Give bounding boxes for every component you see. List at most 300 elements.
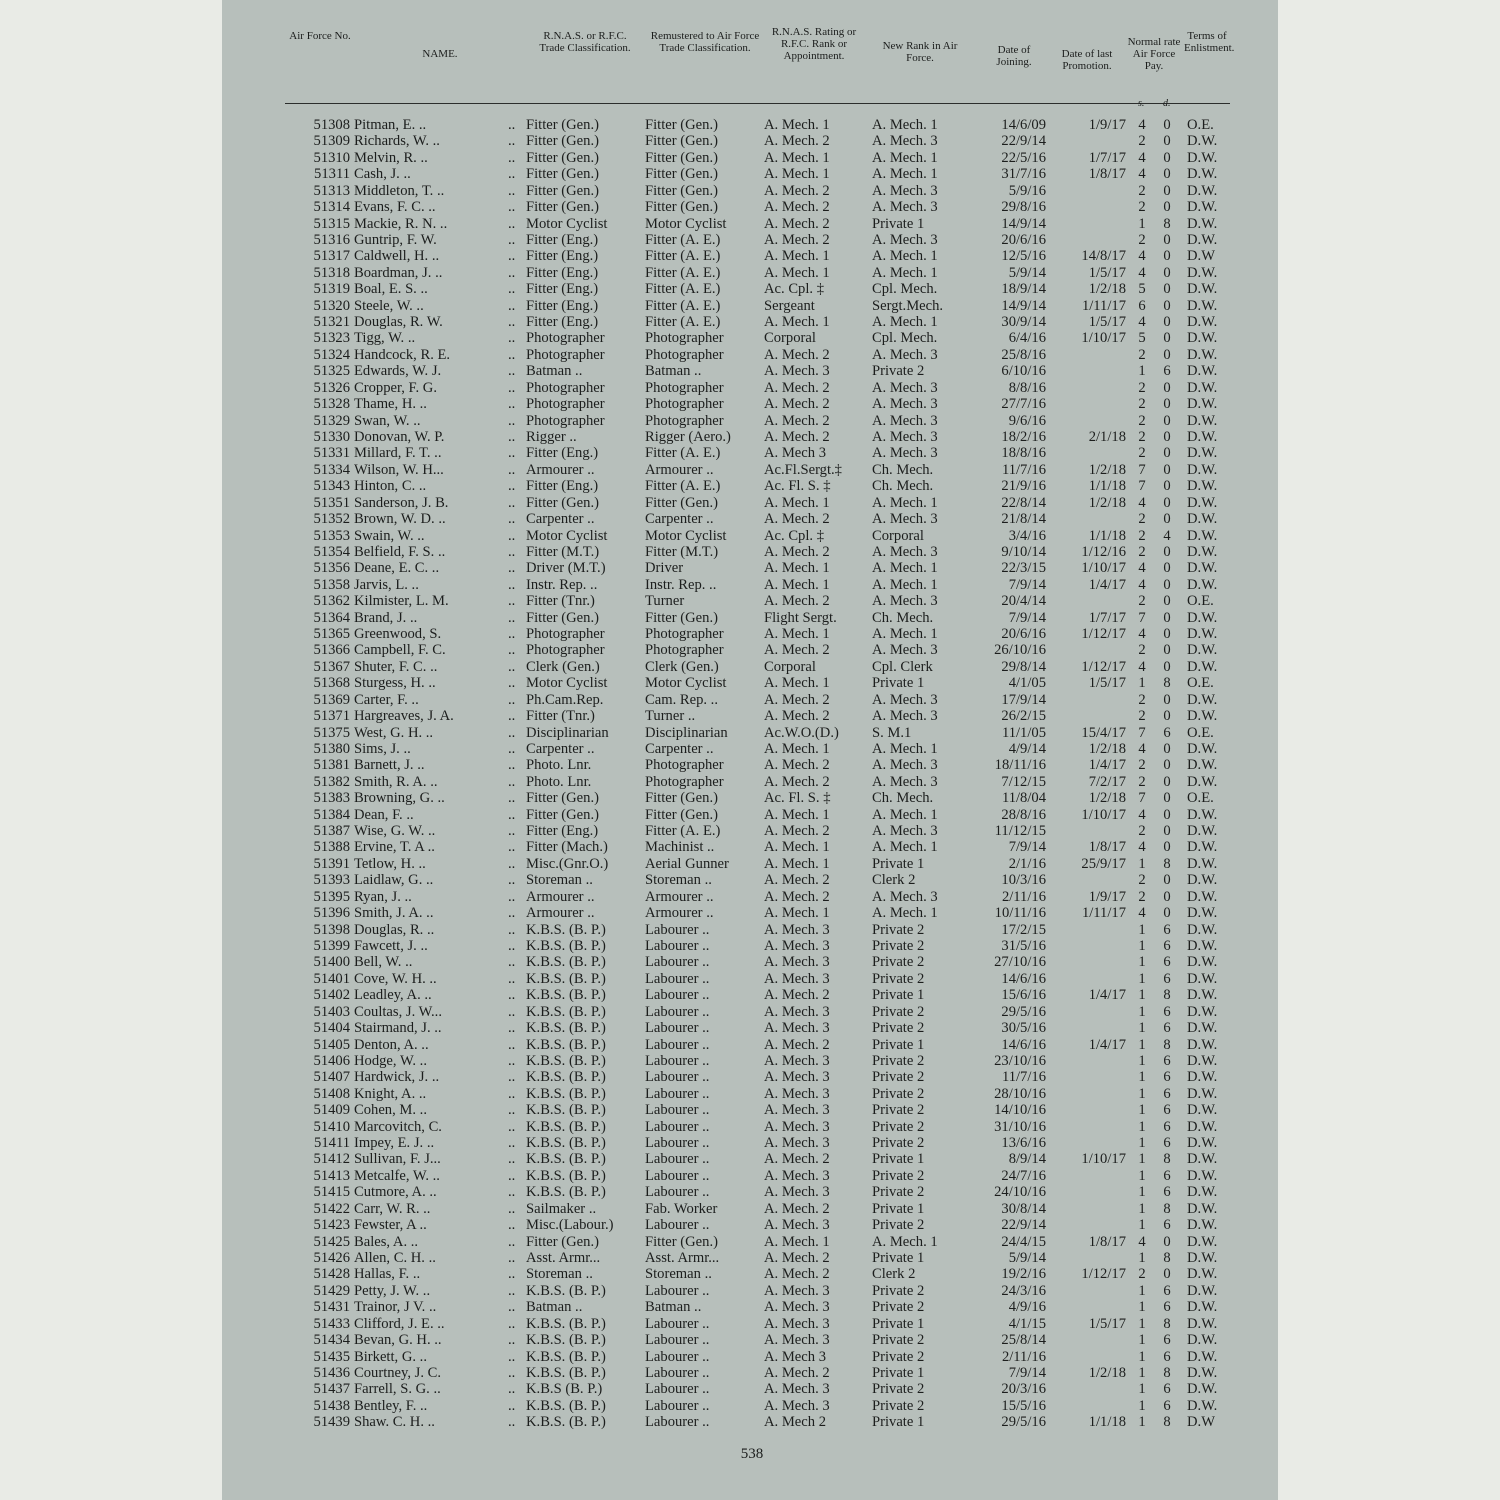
table-row — [0, 725, 1500, 741]
name: Birkett, G. .. — [354, 1348, 427, 1365]
trade-classification: Motor Cyclist — [526, 215, 608, 232]
trade-classification: Instr. Rep. .. — [526, 576, 598, 593]
pay-pence: 0 — [1163, 281, 1171, 298]
date-of-joining: 7/9/14 — [1008, 609, 1046, 626]
pay-shillings: 2 — [1138, 823, 1146, 840]
pay-shillings: 4 — [1138, 658, 1146, 675]
air-force-no: 51353 — [313, 527, 350, 544]
table-row — [0, 1381, 1500, 1397]
new-rank: A. Mech. 1 — [872, 166, 938, 183]
name: Denton, A. .. — [354, 1036, 429, 1053]
remustered-trade: Labourer .. — [645, 987, 710, 1004]
terms-of-enlistment: D.W. — [1187, 1315, 1218, 1332]
remustered-trade: Labourer .. — [645, 1348, 710, 1365]
new-rank: A. Mech. 3 — [872, 346, 938, 363]
table-row — [0, 1365, 1500, 1381]
air-force-no: 51412 — [313, 1151, 350, 1168]
table-row — [0, 675, 1500, 691]
date-of-joining: 29/8/16 — [1001, 199, 1046, 216]
pay-pence: 0 — [1163, 609, 1171, 626]
leader-dots: .. — [508, 1414, 516, 1431]
name: Carter, F. .. — [354, 691, 419, 708]
leader-dots: .. — [508, 675, 516, 692]
rating: A. Mech. 1 — [764, 576, 830, 593]
pay-shillings: 1 — [1138, 954, 1146, 971]
pay-shillings: 2 — [1138, 593, 1146, 610]
date-of-joining: 10/3/16 — [1001, 872, 1046, 889]
air-force-no: 51365 — [313, 626, 350, 643]
remustered-trade: Batman .. — [645, 1299, 702, 1316]
terms-of-enlistment: O.E. — [1187, 790, 1214, 807]
rating: Sergeant — [764, 297, 815, 314]
table-row — [0, 626, 1500, 642]
pay-shillings: 2 — [1138, 133, 1146, 150]
terms-of-enlistment: D.W. — [1187, 905, 1218, 922]
pay-shillings: 4 — [1138, 314, 1146, 331]
leader-dots: .. — [508, 1085, 516, 1102]
terms-of-enlistment: D.W. — [1187, 1020, 1218, 1037]
pay-shillings: 4 — [1138, 1233, 1146, 1250]
new-rank: Private 1 — [872, 675, 925, 692]
name: Hargreaves, J. A. — [354, 708, 454, 725]
terms-of-enlistment: D.W. — [1187, 166, 1218, 183]
remustered-trade: Carpenter .. — [645, 511, 714, 528]
air-force-no: 51410 — [313, 1118, 350, 1135]
date-of-last-promotion: 1/2/18 — [1088, 494, 1126, 511]
air-force-no: 51393 — [313, 872, 350, 889]
pay-shillings: 1 — [1138, 1397, 1146, 1414]
remustered-trade: Fitter (Gen.) — [645, 133, 718, 150]
new-rank: Private 2 — [872, 1184, 925, 1201]
new-rank: Private 2 — [872, 1069, 925, 1086]
pay-pence: 6 — [1163, 1118, 1171, 1135]
new-rank: A. Mech. 1 — [872, 117, 938, 133]
pay-shillings: 2 — [1138, 231, 1146, 248]
rating: Corporal — [764, 658, 816, 675]
table-row — [0, 872, 1500, 888]
trade-classification: Fitter (Gen.) — [526, 199, 599, 216]
air-force-no: 51381 — [313, 757, 350, 774]
new-rank: A. Mech. 3 — [872, 773, 938, 790]
pay-pence: 0 — [1163, 872, 1171, 889]
air-force-no: 51326 — [313, 379, 350, 396]
date-of-last-promotion: 1/2/18 — [1088, 790, 1126, 807]
terms-of-enlistment: D.W. — [1187, 527, 1218, 544]
new-rank: A. Mech. 1 — [872, 314, 938, 331]
date-of-joining: 8/9/14 — [1008, 1151, 1046, 1168]
pay-pence: 6 — [1163, 954, 1171, 971]
remustered-trade: Labourer .. — [645, 1332, 710, 1349]
name: Bentley, F. .. — [354, 1397, 428, 1414]
new-rank: A. Mech. 3 — [872, 543, 938, 560]
remustered-trade: Labourer .. — [645, 1003, 710, 1020]
terms-of-enlistment: D.W — [1187, 248, 1215, 265]
pay-shillings: 2 — [1138, 445, 1146, 462]
leader-dots: .. — [508, 970, 516, 987]
table-row — [0, 528, 1500, 544]
trade-classification: Photo. Lnr. — [526, 773, 592, 790]
pay-pence: 8 — [1163, 1414, 1171, 1431]
remustered-trade: Storeman .. — [645, 1266, 712, 1283]
trade-classification: Armourer .. — [526, 461, 595, 478]
header-air-force-no: Air Force No. — [289, 30, 351, 42]
air-force-no: 51401 — [313, 970, 350, 987]
trade-classification: Photographer — [526, 412, 605, 429]
leader-dots: .. — [508, 1003, 516, 1020]
new-rank: Private 2 — [872, 1167, 925, 1184]
date-of-last-promotion: 1/2/18 — [1088, 740, 1126, 757]
new-rank: A. Mech. 3 — [872, 182, 938, 199]
leader-dots: .. — [508, 1020, 516, 1037]
trade-classification: Clerk (Gen.) — [526, 658, 600, 675]
trade-classification: Batman .. — [526, 363, 583, 380]
air-force-no: 51316 — [313, 231, 350, 248]
remustered-trade: Labourer .. — [645, 1020, 710, 1037]
air-force-no: 51368 — [313, 675, 350, 692]
leader-dots: .. — [508, 461, 516, 478]
name: Douglas, R. .. — [354, 921, 435, 938]
table-row — [0, 478, 1500, 494]
date-of-joining: 18/11/16 — [994, 757, 1046, 774]
rating: A. Mech. 1 — [764, 166, 830, 183]
name: Ryan, J. .. — [354, 888, 412, 905]
trade-classification: Fitter (Gen.) — [526, 166, 599, 183]
leader-dots: .. — [508, 1118, 516, 1135]
trade-classification: Fitter (Eng.) — [526, 478, 599, 495]
pay-shillings: 7 — [1138, 609, 1146, 626]
trade-classification: Misc.(Gnr.O.) — [526, 855, 609, 872]
leader-dots: .. — [508, 396, 516, 413]
pay-pence: 0 — [1163, 1266, 1171, 1283]
air-force-no: 51321 — [313, 314, 350, 331]
name: Barnett, J. .. — [354, 757, 425, 774]
trade-classification: K.B.S. (B. P.) — [526, 1332, 606, 1349]
pay-pence: 0 — [1163, 642, 1171, 659]
table-row — [0, 445, 1500, 461]
terms-of-enlistment: D.W. — [1187, 511, 1218, 528]
new-rank: Private 2 — [872, 1118, 925, 1135]
trade-classification: Fitter (Eng.) — [526, 823, 599, 840]
remustered-trade: Motor Cyclist — [645, 215, 727, 232]
remustered-trade: Fab. Worker — [645, 1200, 718, 1217]
rating: A. Mech. 3 — [764, 954, 830, 971]
rating: A. Mech. 1 — [764, 117, 830, 133]
air-force-no: 51331 — [313, 445, 350, 462]
name: Boal, E. S. .. — [354, 281, 428, 298]
new-rank: Private 2 — [872, 1299, 925, 1316]
table-row — [0, 1414, 1500, 1430]
date-of-joining: 6/10/16 — [1001, 363, 1046, 380]
rating: Corporal — [764, 330, 816, 347]
date-of-joining: 15/5/16 — [1001, 1397, 1046, 1414]
leader-dots: .. — [508, 642, 516, 659]
leader-dots: .. — [508, 264, 516, 281]
leader-dots: .. — [508, 149, 516, 166]
pay-shillings: 4 — [1138, 117, 1146, 133]
trade-classification: K.B.S. (B. P.) — [526, 1282, 606, 1299]
terms-of-enlistment: D.W. — [1187, 149, 1218, 166]
leader-dots: .. — [508, 494, 516, 511]
trade-classification: K.B.S. (B. P.) — [526, 1397, 606, 1414]
date-of-joining: 2/11/16 — [1001, 888, 1046, 905]
remustered-trade: Turner .. — [645, 708, 696, 725]
remustered-trade: Photographer — [645, 346, 724, 363]
new-rank: Private 2 — [872, 1085, 925, 1102]
new-rank: Private 1 — [872, 1315, 925, 1332]
remustered-trade: Labourer .. — [645, 1118, 710, 1135]
leader-dots: .. — [508, 346, 516, 363]
new-rank: A. Mech. 1 — [872, 494, 938, 511]
leader-dots: .. — [508, 954, 516, 971]
leader-dots: .. — [508, 363, 516, 380]
name: Mackie, R. N. .. — [354, 215, 448, 232]
rating: A. Mech. 2 — [764, 987, 830, 1004]
rating: A. Mech. 3 — [764, 1020, 830, 1037]
trade-classification: K.B.S. (B. P.) — [526, 1315, 606, 1332]
date-of-joining: 4/1/15 — [1008, 1315, 1046, 1332]
name: Melvin, R. .. — [354, 149, 428, 166]
pay-shillings: 1 — [1138, 1135, 1146, 1152]
date-of-joining: 20/3/16 — [1001, 1381, 1046, 1398]
trade-classification: K.B.S. (B. P.) — [526, 921, 606, 938]
leader-dots: .. — [508, 543, 516, 560]
air-force-no: 51388 — [313, 839, 350, 856]
trade-classification: Fitter (Eng.) — [526, 314, 599, 331]
remustered-trade: Fitter (Gen.) — [645, 199, 718, 216]
date-of-joining: 13/6/16 — [1001, 1135, 1046, 1152]
terms-of-enlistment: D.W. — [1187, 888, 1218, 905]
remustered-trade: Rigger (Aero.) — [645, 428, 731, 445]
pay-shillings: 1 — [1138, 921, 1146, 938]
table-row — [0, 1004, 1500, 1020]
rating: A. Mech 3 — [764, 1348, 827, 1365]
pay-shillings: 1 — [1138, 1299, 1146, 1316]
date-of-joining: 4/1/05 — [1008, 675, 1046, 692]
rating: A. Mech. 2 — [764, 872, 830, 889]
table-row — [0, 380, 1500, 396]
table-row — [0, 823, 1500, 839]
pay-pence: 6 — [1163, 1299, 1171, 1316]
pay-shillings: 2 — [1138, 396, 1146, 413]
pay-pence: 6 — [1163, 1085, 1171, 1102]
rating: A. Mech. 3 — [764, 1217, 830, 1234]
table-row — [0, 1069, 1500, 1085]
date-of-joining: 29/5/16 — [1001, 1414, 1046, 1431]
leader-dots: .. — [508, 412, 516, 429]
remustered-trade: Labourer .. — [645, 921, 710, 938]
leader-dots: .. — [508, 855, 516, 872]
remustered-trade: Fitter (Gen.) — [645, 166, 718, 183]
pay-shillings: 1 — [1138, 1069, 1146, 1086]
air-force-no: 51408 — [313, 1085, 350, 1102]
new-rank: Ch. Mech. — [872, 461, 934, 478]
pay-pence: 0 — [1163, 626, 1171, 643]
date-of-joining: 14/9/14 — [1001, 215, 1046, 232]
air-force-no: 51404 — [313, 1020, 350, 1037]
table-row — [0, 1234, 1500, 1250]
terms-of-enlistment: D.W. — [1187, 691, 1218, 708]
leader-dots: .. — [508, 1217, 516, 1234]
terms-of-enlistment: D.W. — [1187, 839, 1218, 856]
rating: A. Mech. 2 — [764, 428, 830, 445]
rating: A. Mech. 2 — [764, 199, 830, 216]
pay-pence: 0 — [1163, 905, 1171, 922]
rating: A. Mech 2 — [764, 1414, 827, 1431]
pay-pence: 6 — [1163, 1135, 1171, 1152]
terms-of-enlistment: D.W. — [1187, 773, 1218, 790]
leader-dots: .. — [508, 921, 516, 938]
header-rating: R.N.A.S. Rating or R.F.C. Rank or Appointment. — [771, 26, 857, 62]
air-force-no: 51325 — [313, 363, 350, 380]
date-of-joining: 31/5/16 — [1001, 938, 1046, 954]
leader-dots: .. — [508, 560, 516, 577]
terms-of-enlistment: D.W. — [1187, 478, 1218, 495]
name: Trainor, J V. .. — [354, 1299, 437, 1316]
remustered-trade: Storeman .. — [645, 872, 712, 889]
name: Sanderson, J. B. — [354, 494, 449, 511]
rating: A. Mech. 3 — [764, 938, 830, 954]
date-of-last-promotion: 1/2/18 — [1088, 461, 1126, 478]
name: Wise, G. W. .. — [354, 823, 436, 840]
leader-dots: .. — [508, 1364, 516, 1381]
remustered-trade: Photographer — [645, 626, 724, 643]
leader-dots: .. — [508, 428, 516, 445]
remustered-trade: Aerial Gunner — [645, 855, 729, 872]
table-row — [0, 889, 1500, 905]
air-force-no: 51411 — [314, 1135, 350, 1152]
new-rank: A. Mech. 3 — [872, 511, 938, 528]
date-of-joining: 24/3/16 — [1001, 1282, 1046, 1299]
new-rank: A. Mech. 1 — [872, 248, 938, 265]
pay-shillings: 1 — [1138, 1184, 1146, 1201]
pay-shillings: 4 — [1138, 806, 1146, 823]
date-of-last-promotion: 1/10/17 — [1081, 806, 1126, 823]
air-force-no: 51343 — [313, 478, 350, 495]
name: Sullivan, F. J... — [354, 1151, 441, 1168]
name: Dean, F. .. — [354, 806, 414, 823]
new-rank: A. Mech. 1 — [872, 626, 938, 643]
rating: A. Mech 3 — [764, 445, 827, 462]
new-rank: Ch. Mech. — [872, 478, 934, 495]
date-of-joining: 9/6/16 — [1008, 412, 1046, 429]
new-rank: Private 2 — [872, 1282, 925, 1299]
remustered-trade: Disciplinarian — [645, 724, 728, 741]
date-of-joining: 26/2/15 — [1001, 708, 1046, 725]
leader-dots: .. — [508, 1266, 516, 1283]
date-of-last-promotion: 1/5/17 — [1088, 675, 1126, 692]
pay-pence: 0 — [1163, 330, 1171, 347]
pay-pence: 6 — [1163, 1348, 1171, 1365]
date-of-joining: 14/6/16 — [1001, 970, 1046, 987]
pay-pence: 6 — [1163, 1397, 1171, 1414]
trade-classification: Fitter (Gen.) — [526, 790, 599, 807]
air-force-no: 51356 — [313, 560, 350, 577]
table-row — [0, 790, 1500, 806]
terms-of-enlistment: D.W. — [1187, 872, 1218, 889]
pay-pence: 0 — [1163, 576, 1171, 593]
pay-pence: 8 — [1163, 1036, 1171, 1053]
rating: A. Mech. 2 — [764, 1266, 830, 1283]
leader-dots: .. — [508, 1348, 516, 1365]
rating: A. Mech. 2 — [764, 412, 830, 429]
new-rank: Corporal — [872, 527, 924, 544]
remustered-trade: Photographer — [645, 396, 724, 413]
terms-of-enlistment: D.W. — [1187, 987, 1218, 1004]
pay-shillings: 4 — [1138, 740, 1146, 757]
date-of-joining: 14/9/14 — [1001, 297, 1046, 314]
leader-dots: .. — [508, 1299, 516, 1316]
remustered-trade: Turner — [645, 593, 685, 610]
air-force-no: 51364 — [313, 609, 350, 626]
air-force-no: 51352 — [313, 511, 350, 528]
pay-pence: 8 — [1163, 215, 1171, 232]
pay-shillings: 4 — [1138, 166, 1146, 183]
pay-unit-shillings: s. — [1138, 98, 1145, 109]
table-row — [0, 1217, 1500, 1233]
new-rank: A. Mech. 1 — [872, 905, 938, 922]
air-force-no: 51405 — [313, 1036, 350, 1053]
leader-dots: .. — [508, 330, 516, 347]
rating: A. Mech. 2 — [764, 182, 830, 199]
remustered-trade: Clerk (Gen.) — [645, 658, 719, 675]
date-of-last-promotion: 1/10/17 — [1081, 560, 1126, 577]
table-row — [0, 183, 1500, 199]
date-of-joining: 20/6/16 — [1001, 626, 1046, 643]
date-of-last-promotion: 1/12/17 — [1081, 658, 1126, 675]
air-force-no: 51396 — [313, 905, 350, 922]
date-of-joining: 28/8/16 — [1001, 806, 1046, 823]
pay-pence: 0 — [1163, 461, 1171, 478]
leader-dots: .. — [508, 740, 516, 757]
new-rank: A. Mech. 3 — [872, 199, 938, 216]
pay-pence: 8 — [1163, 675, 1171, 692]
date-of-last-promotion: 1/4/17 — [1088, 757, 1126, 774]
rating: A. Mech. 2 — [764, 379, 830, 396]
pay-pence: 0 — [1163, 1233, 1171, 1250]
date-of-last-promotion: 1/8/17 — [1088, 1233, 1126, 1250]
table-row — [0, 708, 1500, 724]
table-row — [0, 1201, 1500, 1217]
pay-shillings: 1 — [1138, 1118, 1146, 1135]
leader-dots: .. — [508, 1102, 516, 1119]
date-of-joining: 11/7/16 — [1001, 1069, 1046, 1086]
pay-shillings: 2 — [1138, 888, 1146, 905]
rating: A. Mech. 2 — [764, 888, 830, 905]
air-force-no: 51328 — [313, 396, 350, 413]
terms-of-enlistment: D.W — [1187, 1414, 1215, 1431]
table-row — [0, 1349, 1500, 1365]
remustered-trade: Photographer — [645, 330, 724, 347]
rating: Ac. Fl. S. ‡ — [764, 478, 831, 495]
name: Allen, C. H. .. — [354, 1249, 436, 1266]
pay-pence: 0 — [1163, 806, 1171, 823]
pay-pence: 6 — [1163, 970, 1171, 987]
date-of-joining: 18/2/16 — [1001, 428, 1046, 445]
pay-shillings: 1 — [1138, 1085, 1146, 1102]
rating: A. Mech. 2 — [764, 1200, 830, 1217]
terms-of-enlistment: D.W. — [1187, 1003, 1218, 1020]
leader-dots: .. — [508, 1332, 516, 1349]
rating: A. Mech. 1 — [764, 905, 830, 922]
terms-of-enlistment: D.W. — [1187, 1348, 1218, 1365]
pay-pence: 6 — [1163, 724, 1171, 741]
new-rank: A. Mech. 1 — [872, 839, 938, 856]
date-of-joining: 22/5/16 — [1001, 149, 1046, 166]
terms-of-enlistment: D.W. — [1187, 412, 1218, 429]
pay-shillings: 1 — [1138, 1332, 1146, 1349]
date-of-joining: 22/9/14 — [1001, 133, 1046, 150]
pay-shillings: 1 — [1138, 1102, 1146, 1119]
